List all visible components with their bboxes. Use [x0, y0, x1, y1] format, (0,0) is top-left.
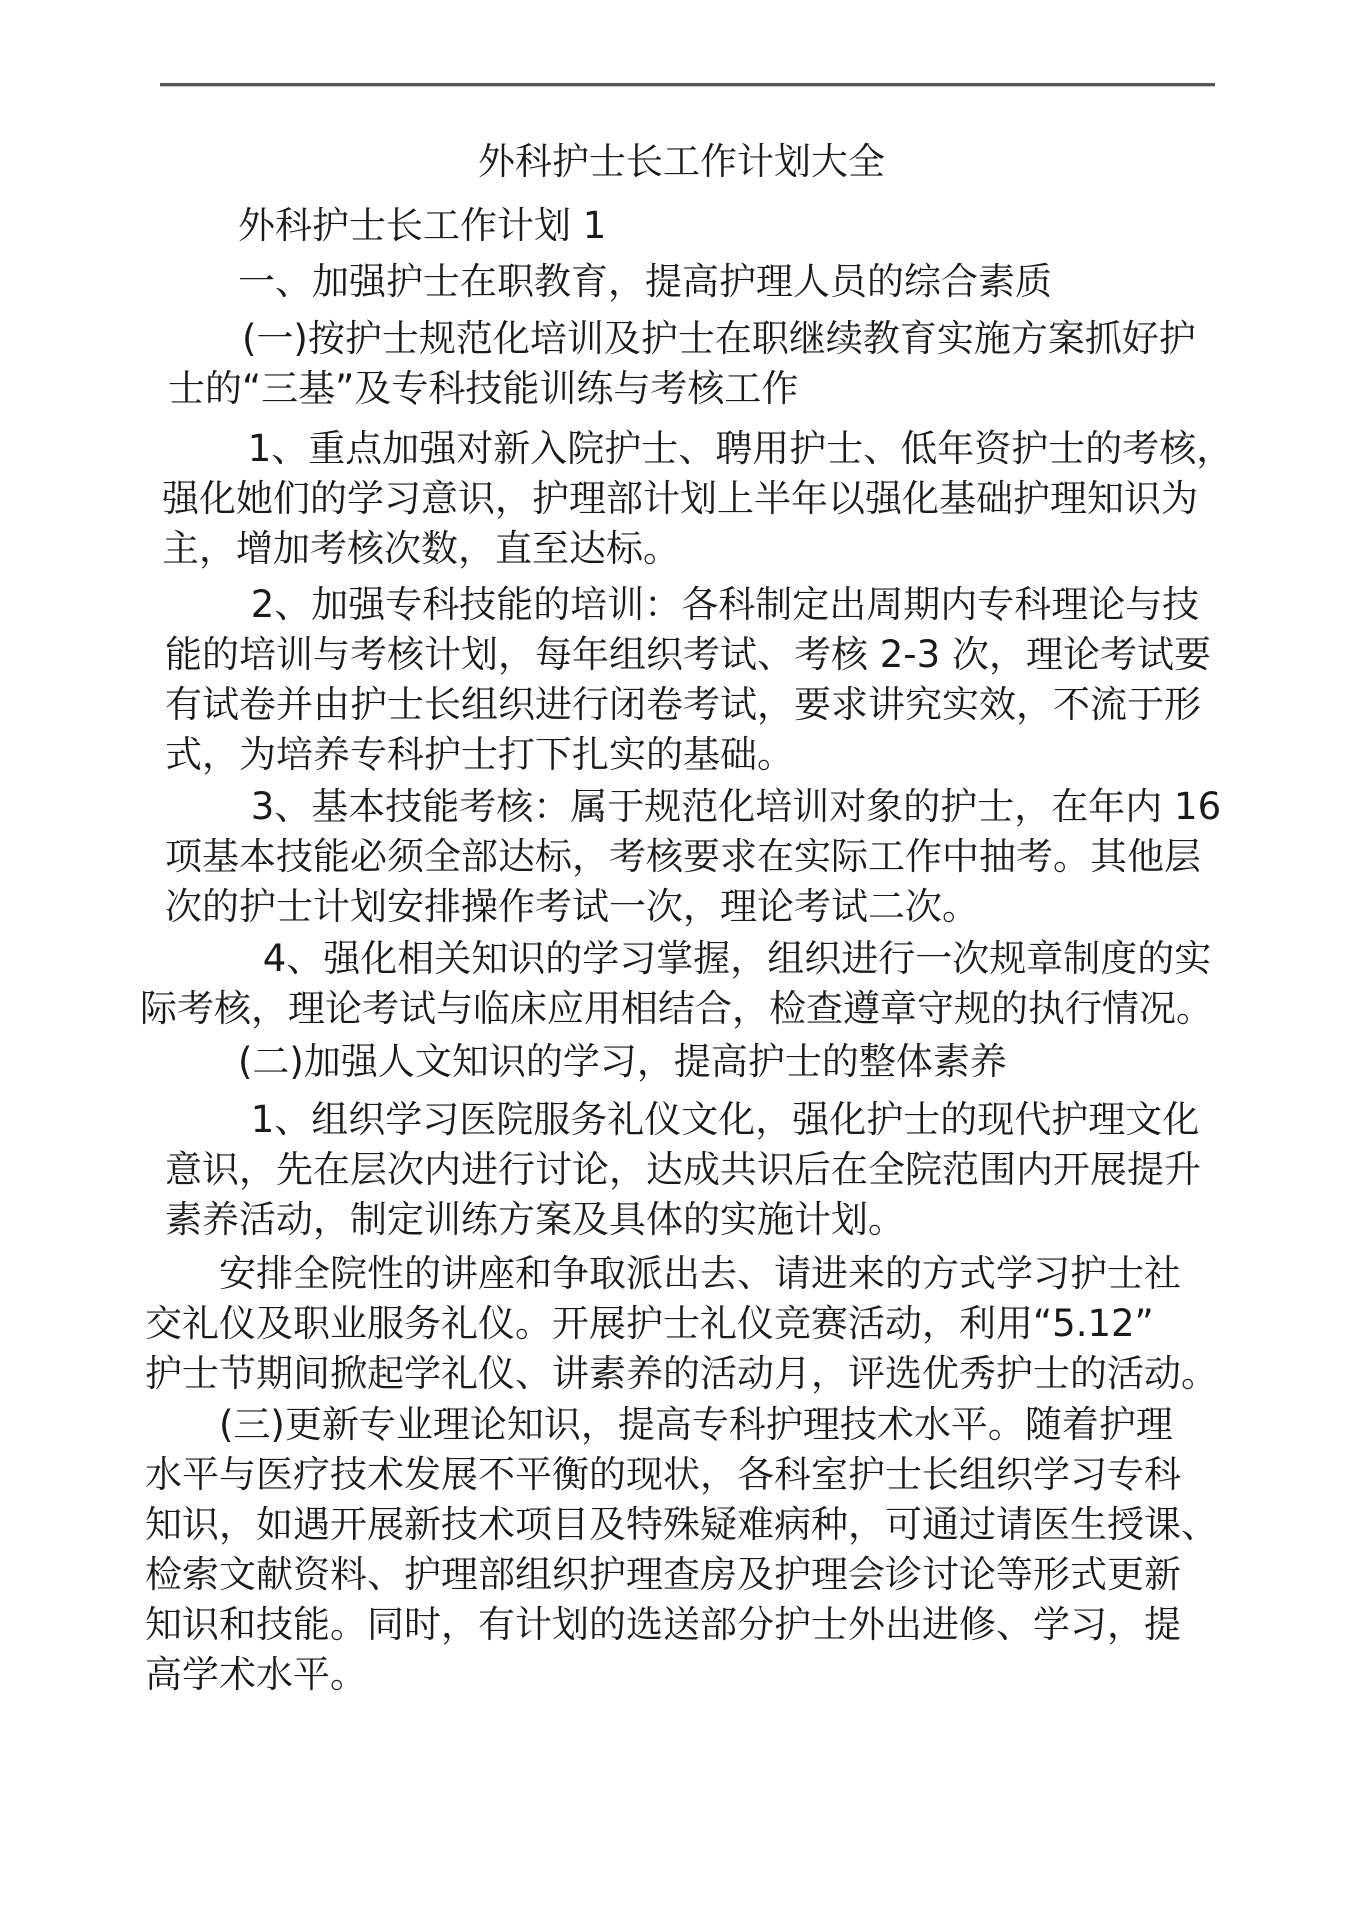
paragraph-7: [145, 1249, 1230, 1399]
paragraph-5: [140, 934, 1230, 1034]
paragraph-line: 知识，如遇开展新技术项目及特殊疑难病种，可通过请医生授课、: [145, 1503, 1218, 1546]
paragraph-line: 意识，先在层次内进行讨论，达成共识后在全院范围内开展提升: [165, 1148, 1201, 1191]
paragraph-line: 有试卷并由护士长组织进行闭卷考试，要求讲究实效，不流于形: [165, 683, 1201, 726]
paragraph-line: 素养活动，制定训练方案及具体的实施计划。: [165, 1198, 905, 1241]
paragraph-2: [162, 424, 1234, 574]
paragraph-line: (一)按护士规范化培训及护士在职继续教育实施方案抓好护: [168, 317, 1196, 360]
section-heading-2: (二)加强人文知识的学习，提高护士的整体素养: [238, 1040, 1007, 1083]
paragraph-line: 2、加强专科技能的培训：各科制定出周期内专科理论与技: [165, 583, 1200, 626]
paragraph-line: 际考核，理论考试与临床应用相结合，检查遵章守规的执行情况。: [140, 987, 1213, 1030]
paragraph-line: 知识和技能。同时，有计划的选送部分护士外出进修、学习，提: [145, 1603, 1181, 1646]
paragraph-line: 护士节期间掀起学礼仪、讲素养的活动月，评选优秀护士的活动。: [145, 1352, 1218, 1395]
plan-heading: 外科护士长工作计划 1: [238, 204, 607, 247]
paragraph-line: 能的培训与考核计划，每年组织考试、考核 2-3 次，理论考试要: [165, 633, 1211, 676]
paragraph-line: 强化她们的学习意识，护理部计划上半年以强化基础护理知识为: [162, 477, 1198, 520]
paragraph-4: [165, 782, 1229, 932]
paragraph-line: 4、强化相关知识的学习掌握，组织进行一次规章制度的实: [140, 937, 1212, 980]
paragraph-line: 1、组织学习医院服务礼仪文化，强化护士的现代护理文化: [165, 1098, 1200, 1141]
paragraph-line: 士的“三基”及专科技能训练与考核工作: [168, 367, 799, 410]
paragraph-line: 项基本技能必须全部达标，考核要求在实际工作中抽考。其他层: [165, 835, 1201, 878]
section-heading-1: 一、加强护士在职教育，提高护理人员的综合素质: [238, 260, 1052, 303]
paragraph-line: 主，增加考核次数，直至达标。: [162, 527, 680, 570]
paragraph-line: 水平与医疗技术发展不平衡的现状，各科室护士长组织学习专科: [145, 1453, 1181, 1496]
paragraph-line: 3、基本技能考核：属于规范化培训对象的护士，在年内 16: [165, 785, 1222, 828]
paragraph-6: [165, 1095, 1229, 1245]
paragraph-line: 1、重点加强对新入院护士、聘用护士、低年资护士的考核，: [162, 427, 1234, 470]
paragraph-line: 高学术水平。: [145, 1653, 367, 1696]
paragraph-1: [168, 314, 1228, 414]
paragraph-line: 式，为培养专科护士打下扎实的基础。: [165, 733, 794, 776]
document-title: 外科护士长工作计划大全: [478, 140, 885, 183]
paragraph-3: [165, 580, 1229, 780]
paragraph-line: 安排全院性的讲座和争取派出去、请进来的方式学习护士社: [145, 1252, 1181, 1295]
paragraph-line: 次的护士计划安排操作考试一次，理论考试二次。: [165, 885, 979, 928]
header-rule: [160, 83, 1215, 87]
paragraph-line: 交礼仪及职业服务礼仪。开展护士礼仪竞赛活动，利用“5.12”: [145, 1302, 1154, 1345]
paragraph-line: 检索文献资料、护理部组织护理查房及护理会诊讨论等形式更新: [145, 1553, 1181, 1596]
paragraph-8: [145, 1400, 1230, 1700]
paragraph-line: (三)更新专业理论知识，提高专科护理技术水平。随着护理: [145, 1403, 1173, 1446]
